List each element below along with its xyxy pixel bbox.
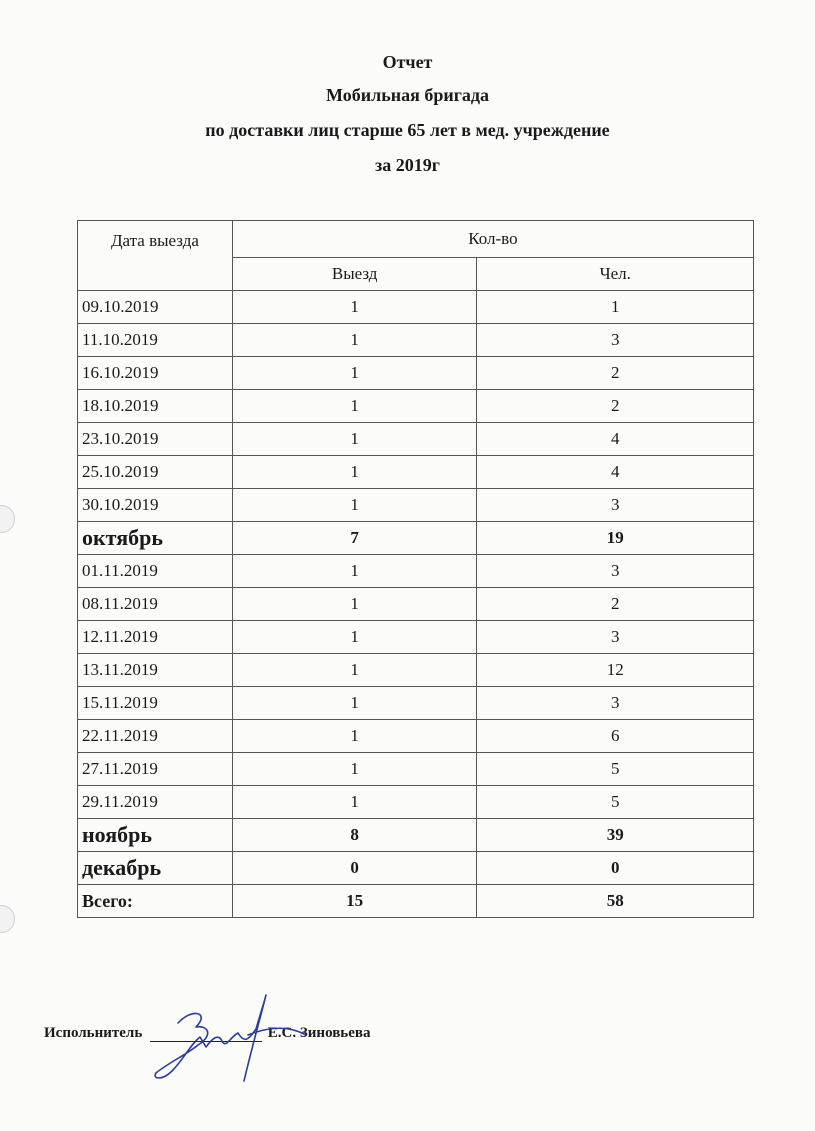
- table-row: [78, 588, 754, 621]
- cell-people: 5: [477, 786, 754, 819]
- table-row: [78, 390, 754, 423]
- report-description: по доставки лиц старше 65 лет в мед. учреждение: [205, 120, 610, 140]
- cell-people: 2: [477, 588, 754, 621]
- executor-label: Испольнитель: [44, 1025, 143, 1041]
- cell-date: 18.10.2019: [78, 390, 233, 423]
- cell-people: 3: [477, 621, 754, 654]
- cell-date: ноябрь: [78, 819, 233, 852]
- cell-trips: 8: [232, 819, 477, 852]
- cell-people: 3: [477, 324, 754, 357]
- cell-date: 12.11.2019: [78, 621, 233, 654]
- cell-date: декабрь: [78, 852, 233, 885]
- cell-trips: 1: [232, 687, 477, 720]
- cell-date: 09.10.2019: [78, 291, 233, 324]
- report-period: за 2019г: [375, 155, 440, 175]
- cell-trips: 1: [232, 588, 477, 621]
- executor-name: Е.С. Зиновьева: [267, 1025, 371, 1041]
- cell-people: 58: [477, 885, 754, 918]
- cell-trips: 1: [232, 654, 477, 687]
- cell-date: 22.11.2019: [78, 720, 233, 753]
- cell-people: 0: [477, 852, 754, 885]
- cell-date: 01.11.2019: [78, 555, 233, 588]
- total-row: [78, 885, 754, 918]
- table-row: [78, 786, 754, 819]
- header-trips: Выезд: [232, 257, 477, 290]
- cell-trips: 1: [232, 456, 477, 489]
- cell-date: 08.11.2019: [78, 588, 233, 621]
- cell-people: 2: [477, 390, 754, 423]
- cell-people: 4: [477, 423, 754, 456]
- table-header-row: [78, 221, 754, 258]
- header-quantity: Кол-во: [232, 221, 753, 258]
- cell-date: 15.11.2019: [78, 687, 233, 720]
- punch-hole: [0, 505, 15, 533]
- cell-trips: 1: [232, 786, 477, 819]
- cell-people: 19: [477, 522, 754, 555]
- cell-people: 5: [477, 753, 754, 786]
- cell-date: 29.11.2019: [78, 786, 233, 819]
- cell-trips: 1: [232, 357, 477, 390]
- table-row: [78, 456, 754, 489]
- cell-trips: 1: [232, 291, 477, 324]
- cell-trips: 1: [232, 753, 477, 786]
- month-subtotal-row: [78, 819, 754, 852]
- report-subtitle: Мобильная бригада: [325, 85, 489, 105]
- header-people: Чел.: [477, 257, 754, 290]
- table-row: [78, 489, 754, 522]
- table-row: [78, 324, 754, 357]
- table-row: [78, 654, 754, 687]
- cell-people: 6: [477, 720, 754, 753]
- cell-people: 12: [477, 654, 754, 687]
- cell-people: 3: [477, 687, 754, 720]
- table-row: [78, 621, 754, 654]
- cell-date: 11.10.2019: [78, 324, 233, 357]
- cell-date: 30.10.2019: [78, 489, 233, 522]
- cell-people: 2: [477, 357, 754, 390]
- table-row: [78, 687, 754, 720]
- cell-date: 13.11.2019: [78, 654, 233, 687]
- cell-date: октябрь: [78, 522, 233, 555]
- cell-trips: 1: [232, 720, 477, 753]
- handwritten-signature: [148, 985, 318, 1090]
- cell-trips: 1: [232, 621, 477, 654]
- table-row: [78, 555, 754, 588]
- report-title: Отчет: [382, 52, 433, 72]
- cell-people: 4: [477, 456, 754, 489]
- table-row: [78, 357, 754, 390]
- cell-trips: 1: [232, 555, 477, 588]
- cell-people: 3: [477, 489, 754, 522]
- table-row: [78, 753, 754, 786]
- cell-people: 39: [477, 819, 754, 852]
- cell-trips: 1: [232, 423, 477, 456]
- punch-hole: [0, 905, 15, 933]
- cell-people: 1: [477, 291, 754, 324]
- cell-date: 27.11.2019: [78, 753, 233, 786]
- cell-trips: 1: [232, 324, 477, 357]
- header-date: Дата выезда: [78, 221, 233, 291]
- cell-trips: 15: [232, 885, 477, 918]
- cell-trips: 1: [232, 489, 477, 522]
- table-row: [78, 291, 754, 324]
- month-subtotal-row: [78, 522, 754, 555]
- month-subtotal-row: [78, 852, 754, 885]
- cell-date: 25.10.2019: [78, 456, 233, 489]
- cell-date: 23.10.2019: [78, 423, 233, 456]
- cell-trips: 0: [232, 852, 477, 885]
- report-table: [77, 220, 754, 918]
- cell-people: 3: [477, 555, 754, 588]
- cell-date: Всего:: [78, 885, 233, 918]
- cell-date: 16.10.2019: [78, 357, 233, 390]
- table-row: [78, 423, 754, 456]
- cell-trips: 1: [232, 390, 477, 423]
- cell-trips: 7: [232, 522, 477, 555]
- table-row: [78, 720, 754, 753]
